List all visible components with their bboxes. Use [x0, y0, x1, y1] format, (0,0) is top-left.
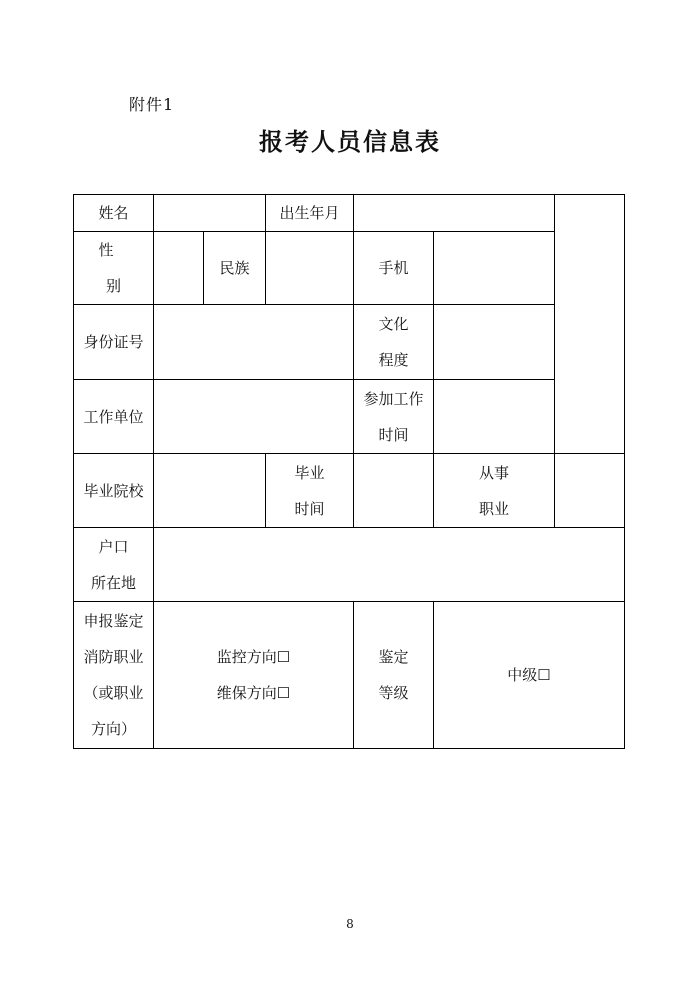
name-field[interactable]	[154, 195, 266, 232]
work-start-label: 参加工作 时间	[354, 380, 434, 454]
work-start-field[interactable]	[434, 380, 555, 454]
name-label: 姓名	[74, 195, 154, 232]
occupation-field[interactable]	[555, 454, 625, 528]
registration-form-table	[73, 194, 625, 749]
ethnicity-label: 民族	[204, 232, 266, 305]
gender-field[interactable]	[154, 232, 204, 305]
occupation-label: 从事 职业	[434, 454, 555, 528]
employer-label: 工作单位	[74, 380, 154, 454]
birth-label: 出生年月	[266, 195, 354, 232]
page-number: 8	[346, 917, 354, 931]
attachment-label: 附件1	[129, 95, 175, 114]
level-option-intermediate[interactable]: 中级☐	[507, 666, 551, 684]
phone-field[interactable]	[434, 232, 555, 305]
apply-occupation-label: 申报鉴定 消防职业 （或职业 方向）	[74, 602, 154, 749]
direction-options-cell	[154, 602, 354, 749]
level-label: 鉴定 等级	[354, 602, 434, 749]
page-title: 报考人员信息表	[259, 128, 441, 156]
birth-field[interactable]	[354, 195, 555, 232]
employer-field[interactable]	[154, 380, 354, 454]
direction-option-monitoring[interactable]: 监控方向☐	[216, 648, 291, 666]
id-number-field[interactable]	[154, 305, 354, 380]
school-label: 毕业院校	[74, 454, 154, 528]
gender-label: 性 别	[74, 232, 154, 305]
ethnicity-field[interactable]	[266, 232, 354, 305]
grad-time-field[interactable]	[354, 454, 434, 528]
residence-field[interactable]	[154, 528, 625, 602]
education-label: 文化 程度	[354, 305, 434, 380]
grad-time-label: 毕业 时间	[266, 454, 354, 528]
direction-option-maintenance[interactable]: 维保方向☐	[216, 684, 291, 702]
id-number-label: 身份证号	[74, 305, 154, 380]
photo-cell[interactable]	[555, 195, 625, 454]
education-field[interactable]	[434, 305, 555, 380]
school-field[interactable]	[154, 454, 266, 528]
phone-label: 手机	[354, 232, 434, 305]
residence-label: 户口 所在地	[74, 528, 154, 602]
level-options-cell	[434, 602, 625, 749]
